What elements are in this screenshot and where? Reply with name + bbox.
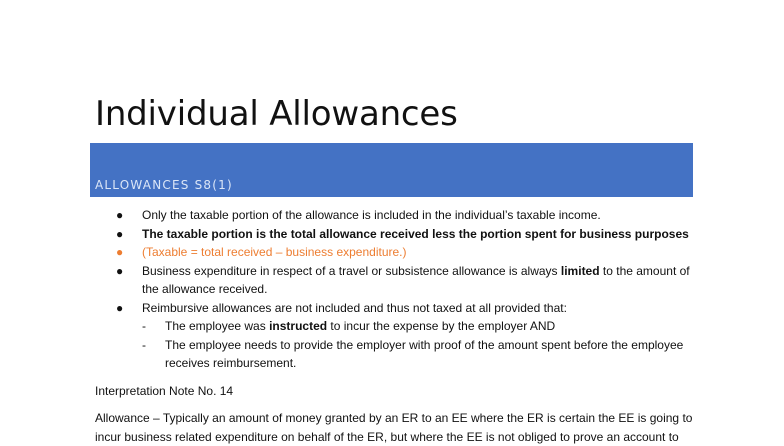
bullet-icon: ● [116, 208, 124, 222]
bullet-icon: ● [116, 226, 124, 241]
bullet-icon: ● [116, 245, 124, 259]
bullet-list [95, 206, 693, 373]
interpretation-note: Interpretation Note No. 14 [95, 383, 234, 398]
list-item [95, 243, 693, 262]
section-banner [90, 143, 693, 197]
slide-content [95, 206, 693, 446]
list-item [95, 206, 693, 225]
bullet-text: Business expenditure in respect of a travel or subsistence allowance is always [142, 263, 561, 278]
dash-icon: - [142, 337, 146, 352]
section-heading: ALLOWANCES S8(1) [95, 178, 233, 192]
list-item [95, 225, 693, 244]
sub-bullet-text: The employee needs to provide the employer with proof of the amount spent before the employee receives reimbursement. [165, 337, 684, 370]
list-item [95, 262, 693, 299]
bullet-text: The taxable portion is the total allowance received less the portion spent for business purposes [142, 226, 689, 241]
sub-bullet-text: The employee was [165, 319, 270, 333]
sub-bullet-emphasis: instructed [269, 319, 328, 333]
bullet-text: Reimbursive allowances are not included and thus not taxed at all provided that: [142, 300, 567, 315]
bullet-icon: ● [116, 263, 124, 278]
list-item [95, 299, 693, 373]
dash-icon: - [142, 319, 146, 333]
bullet-text: to the amount of the allowance received. [142, 263, 690, 296]
allowance-definition: Allowance – Typically an amount of money granted by an ER to an EE where the ER is certain the EE is going to incur business related expenditure on behalf of the ER, but where the EE is not obliged to prove an account to [95, 411, 693, 444]
bullet-text: (Taxable = total received – business expenditure.) [142, 245, 407, 259]
slide-title: Individual Allowances [95, 94, 458, 134]
bullet-emphasis: limited [560, 263, 600, 278]
sub-bullet-list [142, 317, 693, 373]
bullet-icon: ● [116, 300, 124, 315]
sub-bullet-text: to incur the expense by the employer AND [327, 319, 556, 333]
list-item [142, 317, 693, 336]
list-item [142, 336, 693, 373]
bullet-text: Only the taxable portion of the allowance is included in the individual’s taxable income. [142, 208, 601, 222]
